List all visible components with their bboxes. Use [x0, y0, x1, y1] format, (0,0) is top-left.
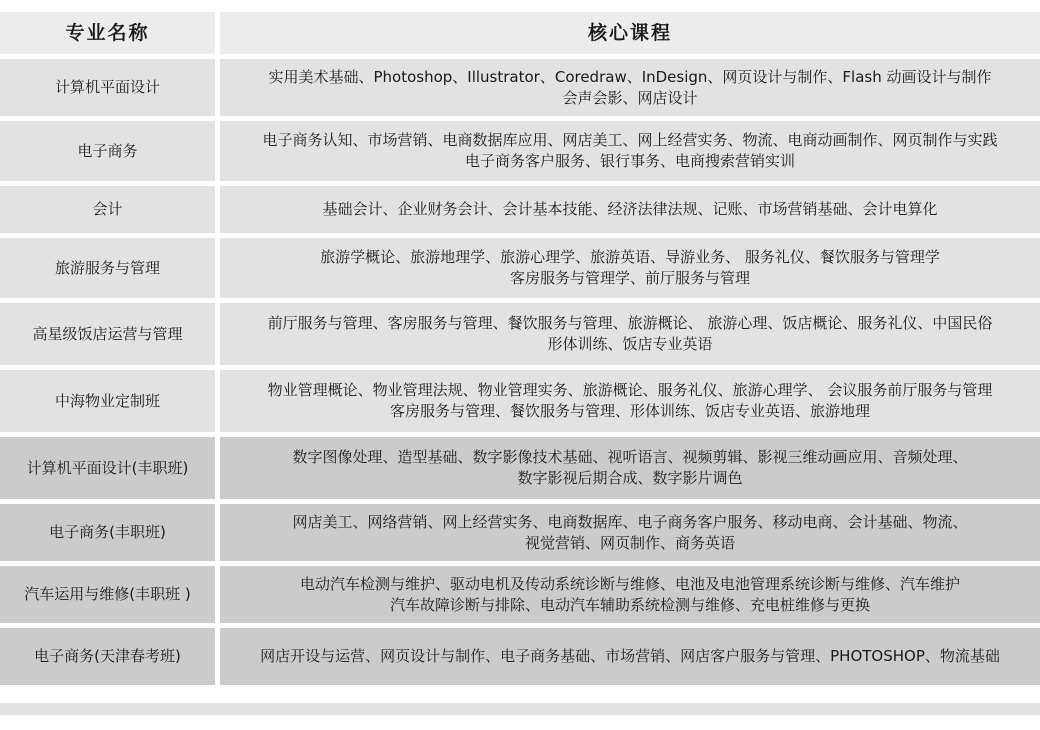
courses-cell	[220, 186, 1040, 233]
courses-line: 物业管理概论、物业管理法规、物业管理实务、旅游概论、服务礼仪、旅游心理学、 会议服务前厅服务与管理	[267, 381, 993, 399]
major-cell: 汽车运用与维修(丰职班 )	[0, 566, 215, 623]
courses-line: 视觉营销、网页制作、商务英语	[524, 533, 735, 552]
major-cell: 电子商务(天津春考班)	[0, 628, 215, 685]
courses-line: 数字影视后期合成、数字影片调色	[517, 469, 743, 487]
courses-cell	[220, 628, 1040, 685]
courses-line: 前厅服务与管理、客房服务与管理、餐饮服务与管理、旅游概论、 旅游心理、饭店概论、服务礼仪、中国民俗	[267, 314, 993, 332]
courses-cell	[220, 238, 1040, 298]
courses-line: 网店美工、网络营销、网上经营实务、电商数据库、电子商务客户服务、移动电商、会计基础、物流、	[292, 512, 968, 531]
courses-line: 汽车故障诊断与排除、电动汽车辅助系统检测与维修、充电桩维修与更换	[389, 595, 870, 614]
courses-line: 形体训练、饭店专业英语	[547, 335, 713, 353]
major-cell: 旅游服务与管理	[0, 238, 215, 298]
major-cell: 高星级饭店运营与管理	[0, 303, 215, 365]
courses-cell	[220, 303, 1040, 365]
courses-line: 网店开设与运营、网页设计与制作、电子商务基础、市场营销、网店客户服务与管理、PHOTOSHOP、物流基础	[260, 647, 1000, 665]
header-major: 专业名称	[0, 12, 215, 54]
courses-line: 数字图像处理、造型基础、数字影像技术基础、视听语言、视频剪辑、影视三维动画应用、音频处理、	[292, 448, 968, 466]
courses-line: 客房服务与管理、餐饮服务与管理、形体训练、饭店专业英语、旅游地理	[389, 402, 870, 420]
major-cell: 计算机平面设计	[0, 59, 215, 116]
major-cell: 电子商务	[0, 121, 215, 181]
courses-cell	[220, 504, 1040, 561]
courses-cell	[220, 370, 1040, 432]
major-cell: 会计	[0, 186, 215, 233]
table-bottom-strip	[0, 703, 1040, 715]
courses-cell	[220, 121, 1040, 181]
courses-cell	[220, 59, 1040, 116]
courses-line: 电子商务客户服务、银行事务、电商搜索营销实训	[464, 152, 795, 170]
courses-line: 客房服务与管理学、前厅服务与管理	[509, 269, 750, 287]
courses-line: 电动汽车检测与维护、驱动电机及传动系统诊断与维修、电池及电池管理系统诊断与维修、汽车维护	[299, 574, 960, 593]
courses-line: 会声会影、网店设计	[562, 88, 698, 107]
header-courses: 核心课程	[220, 12, 1040, 54]
major-cell: 计算机平面设计(丰职班)	[0, 437, 215, 499]
courses-line: 实用美术基础、Photoshop、Illustrator、Coredraw、InDesign、网页设计与制作、Flash 动画设计与制作	[268, 67, 992, 86]
courses-line: 旅游学概论、旅游地理学、旅游心理学、旅游英语、导游业务、 服务礼仪、餐饮服务与管理学	[320, 248, 940, 266]
courses-line: 电子商务认知、市场营销、电商数据库应用、网店美工、网上经营实务、物流、电商动画制作、网页制作与实践	[262, 131, 998, 149]
courses-cell	[220, 437, 1040, 499]
major-cell: 中海物业定制班	[0, 370, 215, 432]
courses-cell	[220, 566, 1040, 623]
courses-line: 基础会计、企业财务会计、会计基本技能、经济法律法规、记账、市场营销基础、会计电算化	[322, 200, 938, 218]
major-cell: 电子商务(丰职班)	[0, 504, 215, 561]
